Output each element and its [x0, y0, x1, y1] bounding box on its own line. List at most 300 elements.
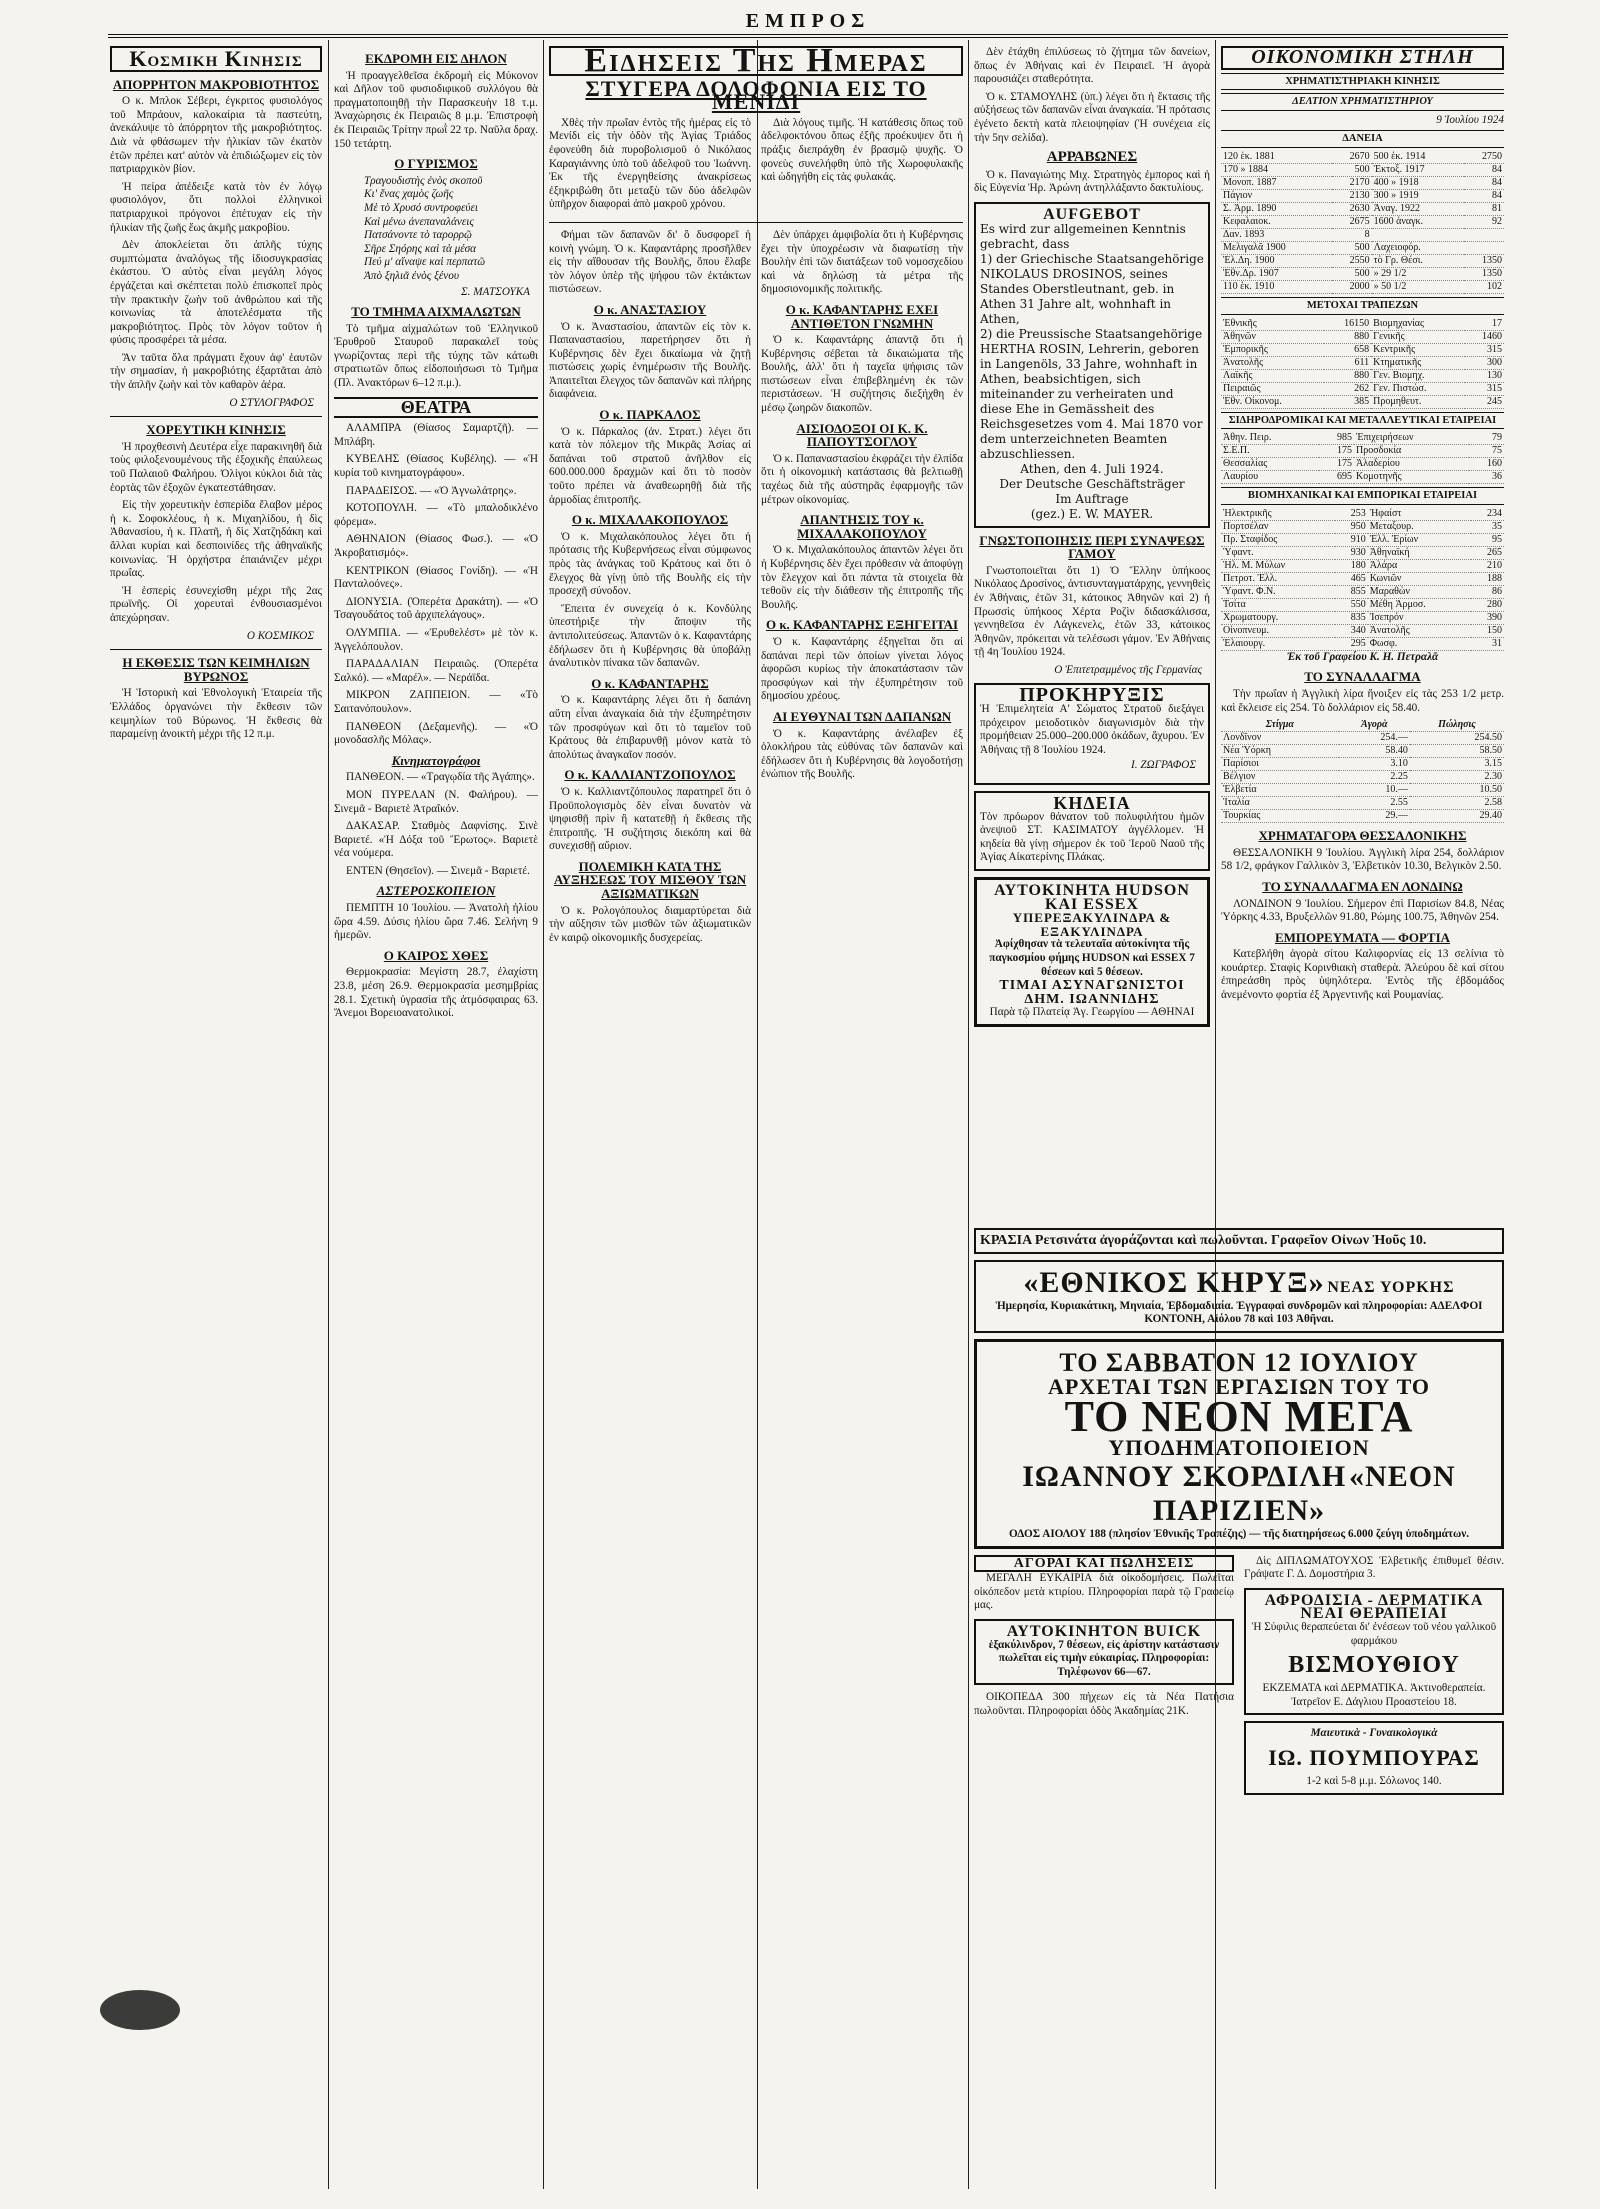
table-cell: Λαυρίου — [1221, 471, 1319, 484]
table-cell: 79 — [1469, 432, 1504, 445]
proclamation-signature: Ι. ΖΩΓΡΑΦΟΣ — [1131, 759, 1196, 772]
london-title: ΤΟ ΣΥΝΑΛΛΑΓΜΑ ΕΝ ΛΟΝΔΙΝΩ — [1262, 878, 1463, 894]
table-cell: 31 — [1471, 637, 1504, 650]
poem-title: Ο ΓΥΡΙΣΜΟΣ — [394, 156, 478, 172]
table-cell: Ἀθηναϊκή — [1368, 546, 1472, 559]
speaker-header: ΑΠΑΝΤΗΣΙΣ ΤΟΥ κ. ΜΙΧΑΛΑΚΟΠΟΥΛΟΥ — [797, 512, 927, 541]
poem-line: Πεύ μ' αἴναψε καὶ περπατῶ — [364, 256, 486, 269]
table-cell: 300 — [1465, 356, 1504, 369]
derm-title: ΑΦΡΟΔΙΣΙΑ - ΔΕΡΜΑΤΙΚΑ ΝΕΑΙ ΘΕΡΑΠΕΙΑΙ — [1264, 1591, 1484, 1623]
table-cell: Ἰταλία — [1221, 797, 1339, 810]
midwife-title: Μαιευτικὰ - Γυναικολογικὰ — [1310, 1727, 1438, 1740]
table-cell: 2.30 — [1410, 771, 1504, 784]
table-cell: Ἀναγ. 1922 — [1372, 202, 1465, 215]
table-cell: 35 — [1471, 520, 1504, 533]
aufgebot-line: Im Auftrage — [1055, 491, 1129, 506]
table-row — [1221, 163, 1504, 176]
keryx-text: Ἡμερησία, Κυριακάτικη, Μηνιαία, Ἑβδομαδιαία. Ἐγγραφαὶ συνδρομῶν καὶ πληροφορίαι: ΑΔΕΛΦΟΙ ΚΟΝΤΟΝΗ, Αἰόλου 78 καὶ 103 Ἀθῆναι. — [995, 1299, 1483, 1326]
hudson-text: Ἀφίχθησαν τὰ τελευταῖα αὐτοκίνητα τῆς παγκοσμίου φήμης HUDSON καὶ ESSEX 7 θέσεων καὶ 5 θέσεων. — [989, 938, 1195, 978]
table-cell: Βέλγιον — [1221, 771, 1339, 784]
table-cell: τὸ Γρ. Θέσι. — [1372, 254, 1465, 267]
table-cell: Ἀθην. Πειρ. — [1221, 432, 1319, 445]
derm-ad — [1244, 1588, 1504, 1716]
aufgebot-notice — [974, 202, 1210, 528]
table-cell: 1600 ἀναγκ. — [1372, 215, 1465, 228]
table-row — [1221, 611, 1504, 624]
table-cell: 985 — [1319, 432, 1354, 445]
table-cell: 390 — [1471, 611, 1504, 624]
speaker-header: Ο κ. ΜΙΧΑΛΑΚΟΠΟΥΛΟΣ — [571, 512, 729, 528]
table-cell: 3.15 — [1410, 758, 1504, 771]
table-cell: 385 — [1324, 395, 1371, 408]
table-row — [1221, 797, 1504, 810]
marriage-text: Γνωστοποιεῖται ὅτι 1) Ὁ Ἕλλην ὑπήκοος Νικόλαος Δροσίνος, ἀντισυνταγματάρχης, γεννηθεὶς ἐν Ἀθήναις, ἐτῶν 31, κάτοικος Ἀθηνῶν καὶ 2) ἡ Πρωσσὶς ὑπήκοος Χέρτα Ροζὶν διδασκάλισσα, γεννηθεῖσα ἐν Λάγκενελς, ἐτῶν 33, κάτοικος Ἀθηνῶν, πρόκειται νὰ τελέσωσι γάμον. Ἐν Ἀθήναις τῇ 4η Ἰουλίου 1924. — [974, 564, 1210, 659]
table-cell: 245 — [1465, 395, 1504, 408]
table-cell: 16150 — [1324, 318, 1371, 331]
poem-line: Κι' ἕνας χαμὸς ζωῆς — [364, 188, 454, 201]
bulletin-date: 9 Ἰουλίου 1924 — [1436, 113, 1504, 126]
table-row — [1221, 732, 1504, 745]
thessaloniki-title: ΧΡΗΜΑΤΑΓΟΡΑ ΘΕΣΣΑΛΟΝΙΚΗΣ — [1258, 828, 1467, 844]
table-cell: 175 — [1319, 458, 1354, 471]
table-row — [1221, 241, 1504, 254]
article-text: Χθὲς τὴν πρωΐαν ἐντὸς τῆς ἡμέρας εἰς τὸ Μενίδι εἰς τὴν ὁδὸν τῆς Ἀγίας Τριάδος ἐφονεύθη διὰ πυροβολισμοῦ ὁ Νικόλαος Καραγιάννης ὑπὸ τοῦ ἀδελφοῦ του Ἰωάννη. Ἐκ τῆς ἐνεργηθείσης ἀνακρίσεως ἐξηκριβώθη ὅτι μεταξὺ τῶν δύο ἀδελφῶν ὑπῆρχον διαφοραὶ ἀπὸ μακροῦ χρόνου. — [549, 116, 751, 211]
table-row — [1221, 559, 1504, 572]
table-row — [1221, 202, 1504, 215]
keryx-title: «ΕΘΝΙΚΟΣ ΚΗΡΥΞ» — [1023, 1265, 1325, 1299]
speaker-header: ΑΙΣΙΟΔΟΞΟΙ ΟΙ Κ. Κ. ΠΑΠΟΥΤΣΟΓΛΟΥ — [796, 420, 928, 450]
table-row — [1221, 189, 1504, 202]
table-cell: 2675 — [1332, 215, 1372, 228]
table-row — [1221, 810, 1504, 823]
table-cell: 84 — [1464, 163, 1504, 176]
table-cell: 265 — [1471, 546, 1504, 559]
funeral-text: Τὸν πρόωρον θάνατον τοῦ πολυφιλήτου ἡμῶν ἀνεψιοῦ ΣΤ. ΚΑΣΙΜΑΤΟΥ ἀγγέλλομεν. Ἡ κηδεία θὰ γίνῃ σήμερον ἐκ τοῦ Ἱεροῦ Ναοῦ τῆς Ἁγίας Αἰκατερίνης Πλάκας. — [980, 810, 1204, 864]
table-cell: Βιομηχανίας — [1371, 318, 1465, 331]
column-rule — [328, 40, 329, 2189]
table-cell: 500 ἑκ. 1914 — [1372, 151, 1465, 164]
table-cell: Μαραθὼν — [1368, 585, 1472, 598]
speaker-header: Ο κ. ΑΝΑΣΤΑΣΙΟΥ — [593, 301, 707, 317]
article-title: ΤΟ ΤΜΗΜΑ ΑΙΧΜΑΛΩΤΩΝ — [351, 304, 521, 320]
table-row — [1221, 520, 1504, 533]
poem-line: Τραγουδιστὴς ἐνὸς σκοποῦ — [364, 174, 483, 187]
theatre-listing: ΑΘΗΝΑΙΟΝ (Θίασος Φωσ.). — «Ὁ Ἀκροβατισμός». — [334, 533, 538, 559]
table-cell: Γεν. Πιστώσ. — [1371, 382, 1465, 395]
article-text: Ἡ ἑσπερὶς ἐσυνεχίσθη μέχρι τῆς 2ας πρωϊνῆς. Οἱ χορευταὶ ἐνθουσιασμένοι ἀπεχώρησαν. — [110, 584, 322, 624]
table-cell: 2550 — [1332, 254, 1372, 267]
table-cell: 1350 — [1464, 267, 1504, 280]
table-cell: 170 » 1884 — [1221, 163, 1332, 176]
table-cell: 611 — [1324, 356, 1371, 369]
table-cell: 2000 — [1332, 280, 1372, 293]
hudson-dealer: ΔΗΜ. ΙΩΑΝΝΙΔΗΣ — [1024, 991, 1160, 1007]
table-row — [1221, 758, 1504, 771]
table-row — [1221, 458, 1504, 471]
table-cell: 8 — [1332, 228, 1372, 241]
table-cell: 180 — [1335, 559, 1368, 572]
table-cell: » 29 1/2 — [1372, 267, 1465, 280]
table-cell: Μονοπ. 1887 — [1221, 176, 1332, 189]
table-cell: 910 — [1335, 533, 1368, 546]
table-cell: Λονδῖνον — [1221, 732, 1339, 745]
lead-columns — [549, 117, 963, 216]
thessaloniki-text: ΘΕΣΣΑΛΟΝΙΚΗ 9 Ἰουλίου. Ἀγγλικὴ λίρα 254, δολλάριον 58 1/2, φράγκον Γαλλικὸν 3, Ἑλβετικὸν 10.30, Βελγικὸν 2.50. — [1221, 846, 1504, 873]
poem-line: Καὶ μένω ἀνεπαναλάνεις — [364, 215, 474, 228]
table-cell: 1350 — [1464, 254, 1504, 267]
table-cell: 120 ἑκ. 1881 — [1221, 151, 1332, 164]
table-cell: 95 — [1471, 533, 1504, 546]
column-header: Ἀγορὰ — [1339, 719, 1410, 732]
article-title: ΑΠΟΡΡΗΤΟΝ ΜΑΚΡΟΒΙΟΤΗΤΟΣ — [112, 76, 320, 92]
buick-ad — [974, 1619, 1234, 1685]
table-cell: 2.55 — [1339, 797, 1410, 810]
table-cell: 2.58 — [1410, 797, 1504, 810]
article-text: Ὁ κ. Καφαντάρης ἀνέλαβεν ἐξ ὁλοκλήρου τὰς εὐθύνας τῶν δαπανῶν καὶ ἐδήλωσεν ὅτι ἡ Κυβέρνησις θὰ λογοδοτήσῃ ἐνώπιον τῆς Βουλῆς. — [761, 727, 963, 781]
derm-drug: ΒΙΣΜΟΥΘΙΟΥ — [1288, 1652, 1460, 1679]
table-cell — [1372, 228, 1465, 241]
midwife-ad — [1244, 1721, 1504, 1794]
section-header: Κοσμικη Κινησις — [110, 46, 322, 72]
poem-line: Ἀπὸ ξηλιᾶ ἐνὸς ξένου — [364, 269, 459, 282]
article-text: Ἡ προαγγελθεῖσα ἐκδρομὴ εἰς Μύκονον καὶ Δῆλον τοῦ φυσιοδιφικοῦ συλλόγου θὰ πραγματοποιηθῇ τὴν Παρασκευὴν 18 τ.μ. Ἀναχώρησις ἐκ Πειραιῶς 8 μ.μ. Ἐπιστροφὴ ἐκ Πειραιῶς Τρίτην πρωῒ 22 τρ. Ναῦλα δραχ. 150 τετάρτη. — [334, 69, 538, 150]
page-damage-stain — [100, 1990, 180, 2030]
aufgebot-title: AUFGEBOT — [1043, 205, 1141, 223]
article-text: Ὁ κ. Καφαντάρης ἐξηγεῖται ὅτι αἱ δαπάναι περὶ τῶν ὁποίων γίνεται λόγος ἀφορῶσι κυρίως τὴν ἀποκατάστασιν τῶν προσφύγων καὶ τὴν ἐξυπηρέτησιν τοῦ δημοσίου χρέους. — [761, 635, 963, 703]
table-row — [1221, 471, 1504, 484]
table-cell: Ἀλαδερίου — [1354, 458, 1469, 471]
poem-line: Μὲ τὸ Χρυσό συντροφεύει — [364, 201, 478, 214]
shoe-intro: ΑΡΧΕΤΑΙ ΤΩΝ ΕΡΓΑΣΙΩΝ ΤΟΥ ΤΟ — [1047, 1373, 1431, 1399]
table-cell: Ἐθν. Οἰκονομ. — [1221, 395, 1324, 408]
speaker-header: Ο κ. ΚΑΦΑΝΤΑΡΗΣ ΕΧΕΙ ΑΝΤΙΘΕΤΟΝ ΓΝΩΜΗΝ — [785, 301, 939, 331]
proclamation-notice — [974, 683, 1210, 785]
table-cell: Κομοτηνῆς — [1354, 471, 1469, 484]
classified-left — [974, 1555, 1234, 1801]
table-cell: 102 — [1464, 280, 1504, 293]
table-cell: Προμηθευτ. — [1371, 395, 1465, 408]
keryx-subtitle: ΝΕΑΣ ΥΟΡΚΗΣ — [1327, 1278, 1455, 1296]
table-cell: Ἡλ. Μ. Μύλων — [1221, 559, 1335, 572]
speaker-header: Ο κ. ΚΑΦΑΝΤΑΡΗΣ ΕΞΗΓΕΙΤΑΙ — [765, 617, 959, 633]
headline: ΣΤΥΓΕΡΑ ΔΟΛΟΦΟΝΙΑ ΕΙΣ ΤΟ ΜΕΝΙΔΙ — [585, 75, 927, 115]
masthead — [108, 8, 1508, 38]
table-cell: Μελιγαλᾶ 1900 — [1221, 241, 1332, 254]
article-text: Ἂν ταῦτα ὅλα πράγματι ἔχουν ἀφ' ἑαυτῶν τὴν σημασίαν, ἡ μακροβιότης ἐξαρτᾶται ἀπὸ τὴν ἁπλῆν ζωὴν καὶ τὸν καθαρὸν ἀέρα. — [110, 351, 322, 392]
table-cell: » 50 1/2 — [1372, 280, 1465, 293]
table-cell: Ἐκτοξ. 1917 — [1372, 163, 1465, 176]
london-text: ΛΟΝΔΙΝΟΝ 9 Ἰουλίου. Σήμερον ἐπὶ Παρισίων 84.8, Νέας Ὑόρκης 4.33, Βρυξελλῶν 91.80, Ρώμης 100.75, Ἀθηνῶν 254. — [1221, 897, 1504, 924]
aufgebot-line: Es wird zur allgemeinen Kenntnis gebracht, dass — [980, 221, 1186, 251]
hudson-title: ΑΥΤΟΚΙΝΗΤΑ HUDSON ΚΑΙ ESSEX — [994, 882, 1190, 913]
marriage-title: ΓΝΩΣΤΟΠΟΙΗΣΙΣ ΠΕΡΙ ΣΥΝΑΨΕΩΣ ΓΑΜΟΥ — [979, 532, 1205, 562]
article-text: Δὲν ἐτάχθη ἐπιλύσεως τὸ ζήτημα τῶν δανείων, ὅπως ἐν Ἀθήναις καὶ ἐν Πειραιεῖ. Ἡ ἀγορὰ παρουσιάζει σταθερότητα. — [974, 46, 1210, 86]
table-header: ΜΕΤΟΧΑΙ ΤΡΑΠΕΖΩΝ — [1221, 297, 1504, 315]
table-cell: Πειραιῶς — [1221, 382, 1324, 395]
table-row — [1221, 343, 1504, 356]
theatre-listing: ΟΛΥΜΠΙΑ. — «Ἐρυθελέστ» μὲ τὸν κ. Ἀγγελόπουλον. — [334, 626, 538, 653]
cinema-listing: ΔΑΚΑΣΑΡ. Σταθμὸς Δαφνίσης. Σινὲ Βαριετέ. «Ἡ Δόξα τοῦ Ἔρωτος». Βαριετὲ νέα νούμερα. — [334, 820, 538, 860]
finance-subheader: ΧΡΗΜΑΤΙΣΤΗΡΙΑΚΗ ΚΙΝΗΣΙΣ — [1221, 73, 1504, 91]
table-cell: Οἰνοπνευμ. — [1221, 624, 1335, 637]
table-cell: Σ.Ε.Π. — [1221, 445, 1319, 458]
table-cell: Μεταξουρ. — [1368, 520, 1472, 533]
plots-text: ΟΙΚΟΠΕΔΑ 300 πήχεων εἰς τὰ Νέα Πατήσια πωλοῦνται. Πληροφορίαι ὁδὸς Ἀκαδημίας 21Κ. — [974, 1691, 1234, 1717]
table-row — [1221, 176, 1504, 189]
proclamation-title: ΠΡΟΚΗΡΥΞΙΣ — [1019, 684, 1165, 707]
table-row — [1221, 356, 1504, 369]
table-cell: 500 — [1332, 267, 1372, 280]
article-text: Ὁ κ. Ἀναστασίου, ἀπαντῶν εἰς τὸν κ. Παπαναστασίου, παρετήρησεν ὅτι ἡ Κυβέρνησις δὲν ἔχει δικαίωμα νὰ ζητῇ πιστώσεις χωρὶς ἐνημέρωσιν τῆς Βουλῆς. Ἀπαιτεῖται ἔλεγχος τῶν δαπανῶν καὶ πλήρης διαφάνεια. — [549, 320, 751, 401]
aufgebot-line: Der Deutsche Geschäftsträger — [999, 476, 1185, 491]
hudson-subtitle: ΥΠΕΡΕΞΑΚΥΛΙΝΔΡΑ & ΕΞΑΚΥΛΙΝΔΡΑ — [1012, 910, 1172, 939]
aufgebot-line: 2) die Preussische Staatsangehörige HERTHA ROSIN, Lehrerin, geboren in Langenöls, 33 Jahre, wohnhaft in Athen, beabsichtigen, sich miteinander zu verheiraten und diese Ehe in Gemässheit des Reichsgesetzes vom 4. Mai 1870 vor dem unterzeichneten Beamten abzuschliessen. — [980, 326, 1203, 461]
article-text: Διὰ λόγους τιμῆς. Ἡ κατάθεσις ὅπως τοῦ ἀδελφοκτόνου ὅπως ἐξῆς προέκυψεν ὅτι ἡ πράξις διεπράχθη ἐν βρασμῷ ψυχῆς. Ὁ φονεὺς συνελήφθη ὑπὸ τῆς Χωροφυλακῆς καὶ ὡδηγήθη εἰς τὰς φυλακάς. — [761, 116, 963, 184]
article-text: Τὸ τμῆμα αἰχμαλώτων τοῦ Ἑλληνικοῦ Ἐρυθροῦ Σταυροῦ παρακαλεῖ τοὺς γνωρίζοντας περὶ τῆς τύχης τῶν κάτωθι στρατιωτῶν ὅπως εἰδοποιήσωσι τὸ Τμῆμα (Πλ. Ἀνακτόρων 6–12 π.μ.). — [334, 322, 538, 390]
midwife-text: 1-2 καὶ 5-8 μ.μ. Σόλωνος 140. — [1306, 1774, 1442, 1787]
fx-text: Τὴν πρωΐαν ἡ Ἀγγλικὴ λίρα ἤνοιξεν εἰς τὰς 253 1/2 μετρ. καὶ ἔκλεισε εἰς 254. Τὸ δολλάριον εἰς 58.40. — [1221, 687, 1504, 714]
table-row — [1221, 637, 1504, 650]
industrial-table — [1221, 508, 1504, 651]
table-row — [1221, 395, 1504, 408]
table-cell: 254.50 — [1410, 732, 1504, 745]
table-cell: 10.— — [1339, 784, 1410, 797]
table-cell: 315 — [1465, 382, 1504, 395]
table-cell: 254.— — [1339, 732, 1410, 745]
table-row — [1221, 280, 1504, 293]
divider — [110, 649, 322, 650]
column-announcements — [334, 46, 538, 1296]
table-cell: 17 — [1465, 318, 1504, 331]
column-rule — [543, 40, 544, 2189]
hudson-prices: ΤΙΜΑΙ ΑΣΥΝΑΓΩΝΙΣΤΟΙ — [999, 978, 1185, 994]
table-row — [1221, 369, 1504, 382]
derm-text: Ἡ Σύφιλις θεραπεύεται δι' ἐνέσεων τοῦ νέου γαλλικοῦ φαρμάκου — [1251, 1620, 1497, 1647]
shoe-type: ΥΠΟΔΗΜΑΤΟΠΟΙΕΙΟΝ — [1108, 1435, 1370, 1461]
theatre-listing: ΜΙΚΡΟΝ ΖΑΠΠΕΙΟΝ. — «Τὸ Σαιτανόπουλον». — [334, 689, 538, 715]
table-cell: 130 — [1465, 369, 1504, 382]
table-cell: Χρωματουργ. — [1221, 611, 1335, 624]
table-row — [1221, 624, 1504, 637]
table-row — [1221, 445, 1504, 458]
article-title: ΕΚΔΡΟΜΗ ΕΙΣ ΔΗΛΟΝ — [365, 51, 507, 66]
theatre-listing: ΚΕΝΤΡΙΚΟΝ (Θίασος Γονίδη). — «Ἡ Πανταλοόνες». — [334, 564, 538, 591]
article-text: Δὲν ὑπάρχει ἀμφιβολία ὅτι ἡ Κυβέρνησις ἔχει τὴν ὑποχρέωσιν νὰ διαφωτίσῃ τὴν Βουλὴν ἐπὶ τῶν διατάξεων τοῦ νομοσχεδίου καὶ νὰ δηλώσῃ τὰ μέτρα τῆς δημοσιονομικῆς πολιτικῆς. — [761, 228, 963, 296]
observatory-header: ΑΣΤΕΡΟΣΚΟΠΕΙΟΝ — [376, 883, 496, 899]
article-signature: Ο ΣΤΥΛΟΓΡΑΦΟΣ — [229, 396, 314, 409]
table-cell: Κτηματικῆς — [1371, 356, 1465, 369]
table-cell: 75 — [1469, 445, 1504, 458]
table-cell: 880 — [1324, 369, 1371, 382]
article-text: Ὁ κ. ΣΤΑΜΟΥΛΗΣ (ὑπ.) λέγει ὅτι ἡ ἔκτασις τῆς αὐξήσεως τῶν δαπανῶν εἶναι ἀναγκαία. Ἡ πρότασις ἐγένετο δεκτὴ κατὰ πλειοψηφίαν (Ἡ συνέχεια εἰς τὴν 5ην σελίδα). — [974, 90, 1210, 144]
news-subcolumn — [761, 229, 963, 950]
market-title: ΑΓΟΡΑΙ ΚΑΙ ΠΩΛΗΣΕΙΣ — [974, 1555, 1234, 1573]
table-cell: 2750 — [1464, 151, 1504, 164]
table-cell: Ἀθηνῶν — [1221, 330, 1324, 343]
table-cell: 2.25 — [1339, 771, 1410, 784]
table-cell: Πορτσέλαν — [1221, 520, 1335, 533]
table-cell: Ἐλ.Δη. 1900 — [1221, 254, 1332, 267]
table-row — [1221, 267, 1504, 280]
shoe-brand: «ΝΕΟΝ ΠΑΡΙΖΙΕΝ» — [1152, 1459, 1456, 1527]
table-cell: 36 — [1469, 471, 1504, 484]
table-cell: 175 — [1319, 445, 1354, 458]
article-text: Ὁ κ. Ρολογόπουλος διαμαρτύρεται διὰ τὴν αὔξησιν τῶν μισθῶν τῶν ἀξιωματικῶν ἐν καιρῷ οἰκονομικῆς δυσχερείας. — [549, 904, 751, 944]
article-text: Ἔπειτα ἐν συνεχείᾳ ὁ κ. Κονδύλης ὑπεστήριξε τὴν ἄποψιν τῆς ἀντιπολιτεύσεως. Ἀπαντῶν ὁ κ. Καφαντάρης ἐδήλωσεν ὅτι ἡ Κυβέρνησις θὰ ὑποβάλῃ ἀναλυτικὸν πίνακα τῶν δαπανῶν. — [549, 602, 751, 670]
table-cell: Τσίτα — [1221, 598, 1335, 611]
table-cell: 210 — [1471, 559, 1504, 572]
bonds-table — [1221, 151, 1504, 294]
cinema-listing: ΕΝΤΕΝ (Θησεῖον). — Σινεμᾶ - Βαριετέ. — [346, 864, 530, 877]
newspaper-name: ΕΜΠΡΟΣ — [745, 10, 871, 32]
table-cell: Ἀνατολῆς — [1221, 356, 1324, 369]
table-cell: 58.50 — [1410, 745, 1504, 758]
table-cell: Κεφαλαιοκ. — [1221, 215, 1332, 228]
article-text: Ὁ κ. Μιχαλακόπουλος ἀπαντῶν λέγει ὅτι ἡ Κυβέρνησις δὲν ἔχει πρόθεσιν νὰ ἀποφύγῃ τὸν ἔλεγχον καὶ ὅτι πάντα τὰ στοιχεῖα θὰ τεθοῦν εἰς τὴν διάθεσιν τῆς ἐπιτροπῆς τῆς Βουλῆς. — [761, 544, 963, 611]
table-cell: Γεν. Βιομηχ. — [1371, 369, 1465, 382]
table-cell: Ἠλεκτρικῆς — [1221, 508, 1335, 521]
table-cell: 262 — [1324, 382, 1371, 395]
table-row — [1221, 598, 1504, 611]
article-text: Ὁ κ. Καλλιαντζόπουλος παρατηρεῖ ὅτι ὁ Προϋπολογισμὸς δὲν εἶναι δυνατὸν νὰ ψηφισθῇ πρὶν ἢ κατατεθῇ ἡ ἔκθεσις τῆς ἐπιτροπῆς. Ἡ συζήτησις διεκόπη καὶ θὰ συνεχισθῇ αὔριον. — [549, 785, 751, 853]
table-cell: 10.50 — [1410, 784, 1504, 797]
wine-ad: ΚΡΑΣΙΑ Ρετσινάτα ἀγοράζονται καὶ πωλοῦνται. Γραφεῖον Οἰνων Ἠοῦς 10. — [974, 1228, 1504, 1254]
table-cell: Ἐμπορικῆς — [1221, 343, 1324, 356]
article-text: Ὁ κ. Πάρκαλος (ἀν. Στρατ.) λέγει ὅτι κατὰ τὸν πόλεμον τῆς Μικρᾶς Ἀσίας αἱ δαπάναι τοῦ στρατοῦ ἀνῆλθον εἰς 600.000.000 δραχμῶν καὶ ὅτι τὸ ποσὸν τοῦτο πρέπει νὰ ἀναθεωρηθῇ διὰ τῆς ἀρμοδίας ἐπιτροπῆς. — [549, 425, 751, 506]
theatre-listing: ΠΑΡΑΔΕΙΣΟΣ. — «Ὁ Ἀγνωλάτρης». — [346, 484, 517, 497]
table-cell: Ἀνατολῆς — [1368, 624, 1472, 637]
aufgebot-line: 1) der Griechische Staatsangehörige NIKOLAUS DROSINOS, seines Standes Oberstleutnant, geb. in Athen 31 Jahre alt, wohnhaft in Athen, — [980, 251, 1204, 326]
table-header: ΔΑΝΕΙΑ — [1221, 130, 1504, 148]
table-cell: 280 — [1471, 598, 1504, 611]
table-cell: Ἐθν.Δρ. 1907 — [1221, 267, 1332, 280]
table-cell — [1464, 241, 1504, 254]
table-row — [1221, 771, 1504, 784]
column-header: Στίγμα — [1221, 719, 1339, 732]
table-cell: 3.10 — [1339, 758, 1410, 771]
ads-block — [974, 1222, 1504, 2197]
table-cell: 1460 — [1465, 330, 1504, 343]
divider — [549, 222, 963, 223]
table-cell: 465 — [1335, 572, 1368, 585]
shoe-factory-ad — [974, 1339, 1504, 1549]
weather-text: Θερμοκρασία: Μεγίστη 28.7, ἐλαχίστη 23.8, μέση 26.9. Θερμοκρασία μεσημβρίας 28.1. Σχετικὴ ὑγρασία τῆς ἀτμόσφαιρας 63. Ἄνεμοι Βορειοανατολικοί. — [334, 966, 538, 1020]
table-header: ΣΙΔΗΡΟΔΡΟΜΙΚΑΙ ΚΑΙ ΜΕΤΑΛΛΕΥΤΙΚΑΙ ΕΤΑΙΡΕΙΑΙ — [1221, 412, 1504, 430]
table-cell: Ἐπιχειρήσεων — [1354, 432, 1469, 445]
table-cell: Λαϊκῆς — [1221, 369, 1324, 382]
derm-text2: ΕΚΖΕΜΑΤΑ καὶ ΔΕΡΜΑΤΙΚΑ. Ἀκτινοθεραπεία. Ἰατρεῖον Ε. Δάγλιου Προαστείου 18. — [1262, 1682, 1486, 1708]
table-cell: 81 — [1464, 202, 1504, 215]
table-cell: 110 ἑκ. 1910 — [1221, 280, 1332, 293]
classified-right — [1244, 1555, 1504, 1801]
article-text: Ὁ κ. Παπαναστασίου ἐκφράζει τὴν ἐλπίδα ὅτι ἡ οἰκονομικὴ κατάστασις θὰ βελτιωθῇ ταχέως διὰ τῆς αὐστηρᾶς ἐφαρμογῆς τῶν μέτρων οἰκονομίας. — [761, 452, 963, 506]
table-row — [1221, 330, 1504, 343]
table-cell: Σ. Ἀρμ. 1890 — [1221, 202, 1332, 215]
keryx-ad — [974, 1260, 1504, 1333]
table-cell: Ἑλβετία — [1221, 784, 1339, 797]
shoe-address: ΟΔΟΣ ΑΙΟΛΟΥ 188 (πλησίον Ἐθνικῆς Τραπέζης) — τῆς διατηρήσεως 6.000 ζεύγη ὑποδημάτων. — [1008, 1527, 1469, 1540]
table-cell: Πετροτ. Ἑλλ. — [1221, 572, 1335, 585]
table-cell: Μέθη Ἀρμοσ. — [1368, 598, 1472, 611]
bulletin-title: ΔΕΛΤΙΟΝ ΧΡΗΜΑΤΙΣΤΗΡΙΟΥ — [1221, 93, 1504, 111]
article-title: ΧΟΡΕΥΤΙΚΗ ΚΙΝΗΣΙΣ — [146, 422, 286, 438]
table-cell: 58.40 — [1339, 745, 1410, 758]
article-text: Φήμαι τῶν δαπανῶν δι' ὃ δυσφορεῖ ἡ κοινὴ γνώμη. Ὁ κ. Καφαντάρης προσῆλθεν εἰς τὴν αἴθουσαν τῆς Βουλῆς, ὅπου ἔλαβε τὸν λόγον ὑπὲρ τῆς ψήφου τῶν ἐκτάκτων πιστώσεων. — [549, 228, 751, 296]
table-cell: 500 — [1332, 163, 1372, 176]
table-cell: Ἡφαίστ — [1368, 508, 1472, 521]
table-cell: 500 — [1332, 241, 1372, 254]
buick-title: ΑΥΤΟΚΙΝΗΤΟΝ BUICK — [1006, 1622, 1202, 1640]
table-row — [1221, 572, 1504, 585]
table-cell: Φωσφ. — [1368, 637, 1472, 650]
table-cell: Πάγιον — [1221, 189, 1332, 202]
article-text: Ὁ κ. Μιχαλακόπουλος λέγει ὅτι ἡ πρότασις τῆς Κυβερνήσεως εἶναι σύμφωνος πρὸς τὰς ἀνάγκας τοῦ Κράτους καὶ ὅτι ὁ ἔλεγχος θὰ γίνῃ ὑπὸ τῆς Βουλῆς εἰς τὴν προσεχῆ σύνοδον. — [549, 530, 751, 598]
aufgebot-line: (gez.) E. W. MAYER. — [1030, 506, 1154, 521]
table-cell: Δαν. 1893 — [1221, 228, 1332, 241]
table-cell: 950 — [1335, 520, 1368, 533]
table-cell: Κωνιῶν — [1368, 572, 1472, 585]
speaker-header: Ο κ. ΚΑΦΑΝΤΑΡΗΣ — [591, 675, 709, 691]
table-cell: Θεσσαλίας — [1221, 458, 1319, 471]
hudson-address: Παρὰ τῷ Πλατείᾳ Ἁγ. Γεωργίου — ΑΘΗΝΑΙ — [989, 1006, 1195, 1019]
article-signature: Ο ΚΟΣΜΙΚΟΣ — [246, 629, 314, 642]
table-cell: Ὑφαντ. Φ.Ν. — [1221, 585, 1335, 598]
banks-table — [1221, 318, 1504, 409]
table-row — [1221, 382, 1504, 395]
table-cell: 695 — [1319, 471, 1354, 484]
table-cell: Ἑλλ. Ἐρίων — [1368, 533, 1472, 546]
article-text: Εἰς τὴν χορευτικὴν ἑσπερίδα ἔλαβον μέρος ἡ κ. Σοφοκλέους, ἡ κ. Μιχαηλίδου, ἡ δὶς Ἀθανασίου, ἡ κ. Πλατῆ, ἡ δὶς Χατζηδάκη καὶ ἄλλαι κυρίαι καὶ δεσποινίδες τῆς ἀθηναϊκῆς κοινωνίας. Ἡ ὀρχήστρα ἐπαιάνιζεν μέχρι πρωΐας. — [110, 499, 322, 580]
table-cell: Γενικῆς — [1371, 330, 1465, 343]
engagement-title: ΑΡΡΑΒΩΝΕΣ — [1046, 149, 1138, 166]
table-cell: Λαχειοφόρ. — [1372, 241, 1465, 254]
article-text: Δὲν ἀποκλείεται ὅτι ἁπλῆς τύχης συμπτώματα ἀναλόγως τῆς ἰδιοσυγκρασίας ἑκάστου. Ὁ αὐτὸς εἶναι μεγάλη λόγος ἐργάζεται καὶ σκέπτεται πολὺ ἐπισκοπεῖ πρὸς τὴν πρακτικὴν ζωὴν τοῦ ἀνθρώπου καὶ τῆς κοινωνίας τὰ ἀποτελέσματα τῆς μακροβιότητος. Πρὸς τὸν λόγον τοῦτον ἡ φύσις προσφέρει τὰ μέσα. — [110, 239, 322, 347]
fx-table — [1221, 719, 1504, 823]
table-cell: 160 — [1469, 458, 1504, 471]
table-row — [1221, 318, 1504, 331]
table-row — [1221, 745, 1504, 758]
poem-line: Πατσάνοντε τὸ ταρορρῷ — [364, 229, 472, 242]
table-cell: 315 — [1465, 343, 1504, 356]
table-row — [1221, 533, 1504, 546]
rail-table — [1221, 432, 1504, 484]
column-social — [110, 46, 322, 2196]
article-text: Ὁ κ. Καφαντάρης ἀπαντᾷ ὅτι ἡ Κυβέρνησις σέβεται τὰ δικαιώματα τῆς Βουλῆς, ἀλλ' ὅτι ἡ ταχεῖα ψήφισις τῶν πιστώσεων εἶναι ἐπιβεβλημένη ἐκ τῶν περιστάσεων. Ἡ συζήτησις διεξήχθη ἐν μέσῳ ζωηρῶν διακοπῶν. — [761, 334, 963, 415]
table-header-row — [1221, 719, 1504, 732]
table-cell: 234 — [1471, 508, 1504, 521]
table-cell: 930 — [1335, 546, 1368, 559]
table-cell: 880 — [1324, 330, 1371, 343]
theatre-header: ΘΕΑΤΡΑ — [334, 397, 538, 419]
shoe-heading: ΤΟ ΝΕΟΝ ΜΕΓΑ — [1064, 1392, 1414, 1442]
table-header: ΒΙΟΜΗΧΑΝΙΚΑΙ ΚΑΙ ΕΜΠΟΡΙΚΑΙ ΕΤΑΙΡΕΙΑΙ — [1221, 487, 1504, 505]
column-rule — [968, 40, 969, 2189]
column-notices — [974, 46, 1210, 1216]
classified-columns — [974, 1555, 1504, 1801]
theatre-listing: ΔΙΟΝΥΣΙΑ. (Ὀπερέτα Δρακάτη). — «Ὁ Τσαγουδάτος τοῦ ἀρχιπελάγους». — [334, 595, 538, 622]
goods-text: Κατεβλήθη ἀγορὰ σίτου Καλιφορνίας εἰς 13 σελίνια τὸ κουάρτερ. Σταφὶς Κορινθιακὴ σταθερὰ. Ἀλεύρου δὲ καὶ σίτου ἐπηρεάσθη πρὸς ὑψηλότερα. Ἐντὸς τῆς ἑβδομάδος ἀνεμένοντο φορτία ἐξ Ἀργεντινῆς καὶ Ρουμανίας. — [1221, 948, 1504, 1002]
hudson-ad — [974, 877, 1210, 1027]
speaker-header: Ο κ. ΠΑΡΚΑΛΟΣ — [599, 407, 701, 423]
table-cell: 835 — [1335, 611, 1368, 624]
table-row — [1221, 254, 1504, 267]
table-cell: Πρ. Σταφίδος — [1221, 533, 1335, 546]
table-cell: Νέα Ὑόρκη — [1221, 745, 1339, 758]
theatre-listing: ΚΥΒΕΛΗΣ (Θίασος Κυβέλης). — «Ἡ κυρία τοῦ κινηματογράφου». — [334, 453, 538, 480]
table-cell: Ὑφαντ. — [1221, 546, 1335, 559]
funeral-notice — [974, 791, 1210, 871]
table-row — [1221, 546, 1504, 559]
